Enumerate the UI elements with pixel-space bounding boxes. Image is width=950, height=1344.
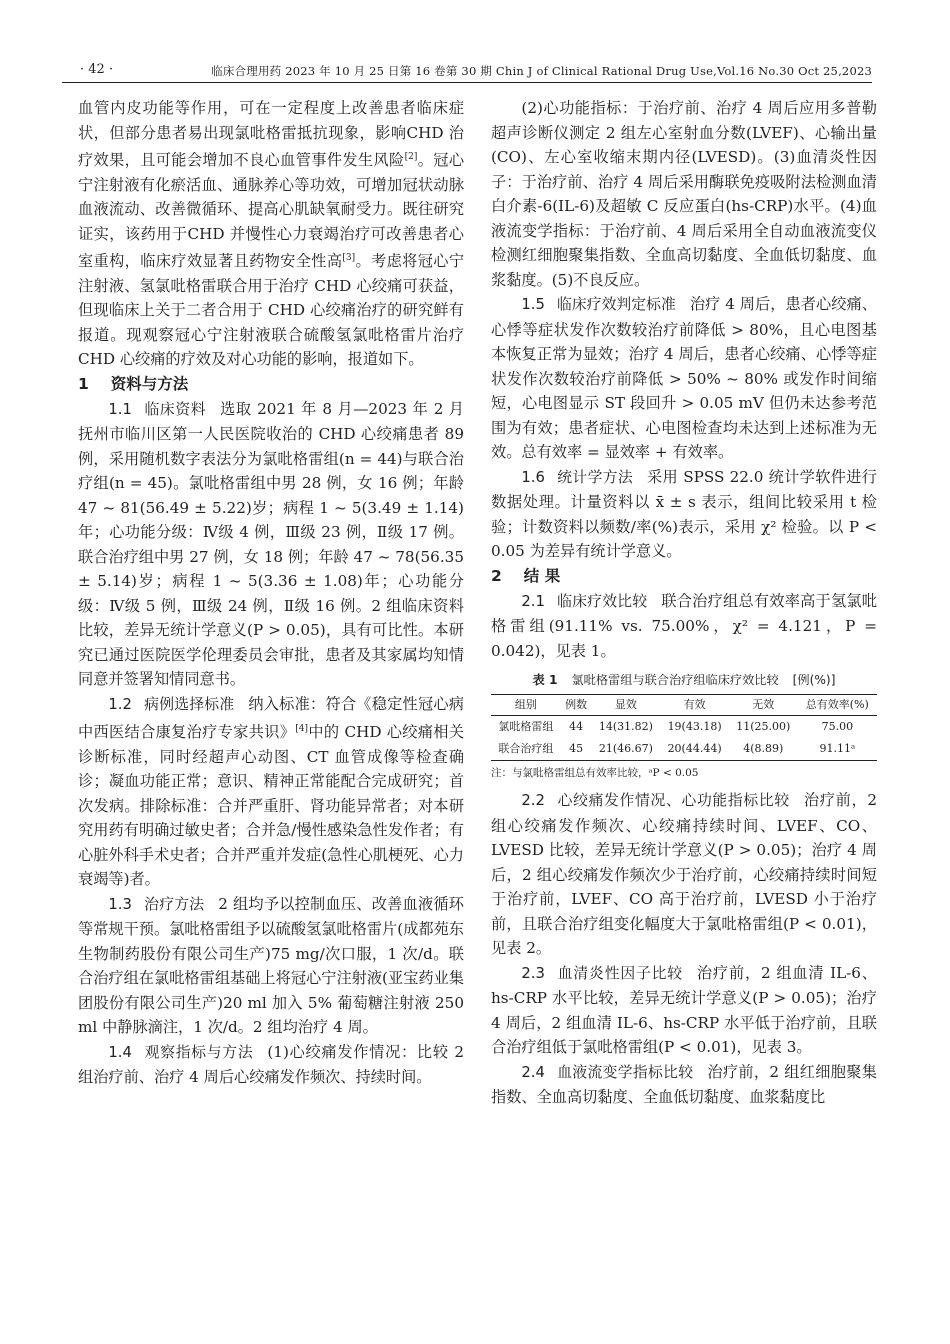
section-1-3: 1.3 治疗方法 2 组均予以控制血压、改善血液循环等常规干预。氯吡格雷组予以硫酸氢氯吡格雷片(成都苑东生物制药股份有限公司生产)75 mg/次口服，1 次/d。联合治疗组在氯吡格雷组基础上将冠心宁注射液(亚宝药业集团股份有限公司生产)20 ml 加入 5% 葡萄糖注射液 250 ml 中静脉滴注，1 次/d。2 组均治疗 4 周。	[78, 894, 464, 1037]
intro-paragraph: 血管内皮功能等作用，可在一定程度上改善患者临床症状，但部分患者易出现氯吡格雷抵抗现象，影响CHD 治疗效果，且可能会增加不良心血管事件发生风险[2]。冠心宁注射液有化瘀活血、通脉养心等功效，可增加冠状动脉血液流动、改善微循环、提高心肌缺氧耐受力。既往研究证实，该药用于CHD 并慢性心力衰竭治疗可改善患者心室重构，临床疗效显著且药物安全性高[3]。考虑将冠心宁注射液、氢氯吡格雷联合用于治疗 CHD 心绞痛可获益，但现临床上关于二者合用于 CHD 心绞痛治疗的研究鲜有报道。现观察冠心宁注射液联合硫酸氢氯吡格雷片治疗 CHD 心绞痛的疗效及对心功能的影响，报道如下。	[78, 99, 465, 369]
table-cell: 91.11ᵃ	[798, 738, 877, 761]
table-header-cell: 显效	[592, 695, 661, 716]
table-cell: 20(44.44)	[660, 738, 729, 761]
section-2-2: 2.2 心绞痛发作情况、心功能指标比较 治疗前，2 组心绞痛发作频次、心绞痛持续时间、LVEF、CO、LVESD 比较，差异无统计学意义(P > 0.05)；治疗 4 周后，2 组心绞痛发作频次少于治疗前，心绞痛持续时间短于治疗前，LVEF、CO 高于治疗前，LVESD 小于治疗前，且联合治疗组变化幅度大于氯吡格雷组(P < 0.01)，见表 2。	[491, 791, 877, 957]
table-header-cell: 有效	[660, 695, 729, 716]
table-header-cell: 组别	[491, 695, 561, 716]
section-1-6: 1.6 统计学方法 采用 SPSS 22.0 统计学软件进行数据处理。计量资料以 x̄ ± s 表示，组间比较采用 t 检验；计数资料以频数/率(%)表示，采用 χ² 检验。以 P < 0.05 为差异有统计学意义。	[491, 467, 877, 560]
left-column	[78, 96, 464, 1090]
table-row	[491, 738, 877, 761]
table-row	[491, 716, 877, 739]
table-1-caption: 表 1 氯吡格雷组与联合治疗组临床疗效比较 [例(%)]	[532, 673, 836, 687]
table-cell: 44	[569, 720, 584, 733]
section-2-3: 2.3 血清炎性因子比较 治疗前，2 组血清 IL-6、hs-CRP 水平比较，差异无统计学意义(P > 0.05)；治疗 4 周后，2 组血清 IL-6、hs-CRP 水平低于治疗前，且联合治疗组低于氯吡格雷组(P < 0.01)，见表 3。	[491, 963, 877, 1056]
table-cell: 19(43.18)	[667, 720, 722, 733]
section-1-1: 1.1 临床资料 选取 2021 年 8 月—2023 年 2 月抚州市临川区第一人民医院收治的 CHD 心绞痛患者 89 例，采用随机数字表法分为氯吡格雷组(n = 44)与联合治疗组(n = 45)。氯吡格雷组中男 28 例，女 16 例；年龄 47 ~ 81(56.49 ± 5.22)岁；病程 1 ~ 5(3.49 ± 1.14)年；心功能分级：Ⅳ级 4 例，Ⅲ级 23 例，Ⅱ级 17 例。联合治疗组中男 27 例，女 18 例；年龄 47 ~ 78(56.35 ± 5.14)岁；病程 1 ~ 5(3.36 ± 1.08)年；心功能分级：Ⅳ级 5 例，Ⅲ级 24 例，Ⅱ级 16 例。2 组临床资料比较，差异无统计学意义(P > 0.05)，具有可比性。本研究已通过医院医学伦理委员会审批，患者及其家属均知情同意并签署知情同意书。	[78, 399, 464, 689]
section-1-2: 1.2 病例选择标准 纳入标准：符合《稳定性冠心病中西医结合康复治疗专家共识》[4]中的 CHD 心绞痛相关诊断标准，同时经超声心动图、CT 血管成像等检查确诊；凝血功能正常；意识、精神正常能配合完成研究；首次发病。排除标准：合并严重肝、肾功能异常者；对本研究用药有明确过敏史者；合并急/慢性感染急性发作者；有心脏外科手术史者；合并严重并发症(急性心肌梗死、心力衰竭等)者。	[78, 694, 465, 889]
journal-citation: 临床合理用药 2023 年 10 月 25 日第 16 卷第 30 期 Chin J of Clinical Rational Drug Use,Vol.16 No.30 Oct 25,2023	[211, 64, 872, 78]
section-heading-1: 1 资料与方法	[78, 374, 189, 393]
table-cell: 14(31.82)	[598, 720, 653, 733]
running-header	[62, 60, 872, 83]
right-column	[491, 96, 877, 1110]
section-1-4: 1.4 观察指标与方法 (1)心绞痛发作情况：比较 2 组治疗前、治疗 4 周后心绞痛发作频次、持续时间。	[78, 1042, 464, 1087]
table-cell: 4(8.89)	[729, 738, 798, 761]
table-header-row	[491, 695, 877, 716]
table-cell: 75.00	[821, 720, 854, 733]
reference-mark[interactable]: [3]	[342, 253, 356, 264]
section-1-5: 1.5 临床疗效判定标准 治疗 4 周后，患者心绞痛、心悸等症状发作次数较治疗前降低 > 80%，且心电图基本恢复正常为显效；治疗 4 周后，患者心绞痛、心悸等症状发作次数较治疗前降低 > 50% ~ 80% 或发作时间缩短，心电图显示 ST 段回升 > 0.05 mV 但仍未达参考范围为有效；患者症状、心电图检查均未达到上述标准为无效。总有效率 = 显效率 + 有效率。	[491, 295, 877, 461]
section-heading-2: 2 结 果	[491, 566, 561, 585]
table-header-cell: 无效	[729, 695, 798, 716]
table-cell: 11(25.00)	[736, 720, 791, 733]
table-cell: 45	[561, 738, 592, 761]
table-cell: 21(46.67)	[592, 738, 661, 761]
page-number: · 42 ·	[80, 62, 114, 77]
section-2-4: 2.4 血液流变学指标比较 治疗前，2 组红细胞聚集指数、全血高切黏度、全血低切黏度、血浆黏度比	[491, 1062, 877, 1106]
reference-mark[interactable]: [4]	[295, 724, 309, 735]
reference-mark[interactable]: [2]	[404, 152, 418, 162]
table-footnote: 注：与氯吡格雷组总有效率比较，ᵃP < 0.05	[491, 767, 699, 779]
section-2-1: 2.1 临床疗效比较 联合治疗组总有效率高于氢氯吡格雷组(91.11% vs. 75.00%，χ² = 4.121，P = 0.042)，见表 1。	[491, 591, 877, 660]
section-1-4-continued: (2)心功能指标：于治疗前、治疗 4 周后应用多普勒超声诊断仪测定 2 组左心室射血分数(LVEF)、心输出量(CO)、左心室收缩末期内径(LVESD)。(3)血清炎性因子：于治疗前、治疗 4 周后采用酶联免疫吸附法检测血清白介素-6(IL-6)及超敏 C 反应蛋白(hs-CRP)水平。(4)血液流变学指标：于治疗前、4 周后采用全自动血液流变仪检测红细胞聚集指数、全血高切黏度、全血低切黏度、血浆黏度。(5)不良反应。	[491, 99, 877, 289]
table-cell: 氯吡格雷组	[498, 720, 554, 733]
table-header-cell: 例数	[561, 695, 592, 716]
table-cell: 联合治疗组	[491, 738, 561, 761]
efficacy-table	[491, 694, 877, 761]
table-header-cell: 总有效率(%)	[798, 695, 877, 716]
